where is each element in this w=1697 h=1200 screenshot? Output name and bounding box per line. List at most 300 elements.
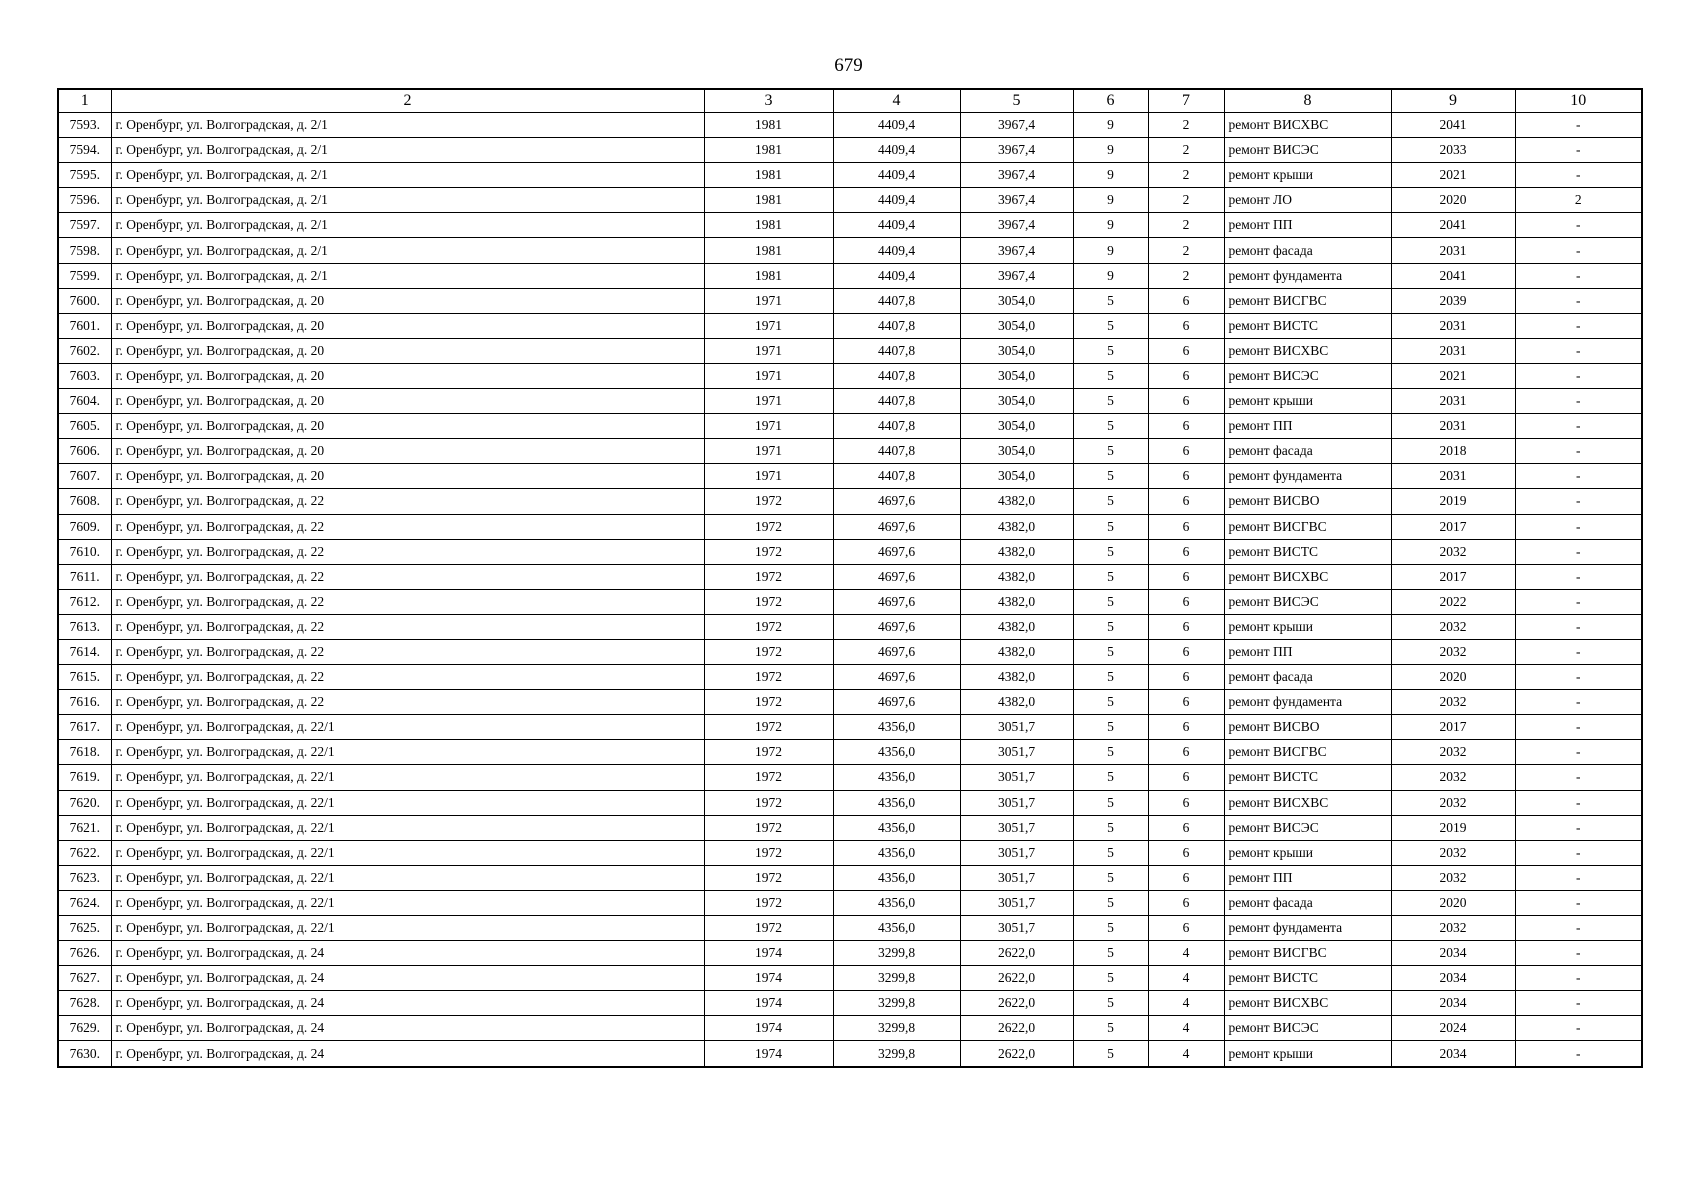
address-cell: г. Оренбург, ул. Волгоградская, д. 22 xyxy=(111,589,704,614)
note-cell: - xyxy=(1515,389,1642,414)
work-type-cell: ремонт ПП xyxy=(1224,639,1391,664)
entrances-cell: 2 xyxy=(1148,263,1224,288)
total-area-cell: 4409,4 xyxy=(833,238,960,263)
floors-cell: 5 xyxy=(1073,1016,1148,1041)
address-cell: г. Оренбург, ул. Волгоградская, д. 24 xyxy=(111,1016,704,1041)
living-area-cell: 3054,0 xyxy=(960,414,1073,439)
living-area-cell: 3054,0 xyxy=(960,288,1073,313)
year-cell: 1972 xyxy=(704,489,833,514)
row-number-cell: 7620. xyxy=(58,790,111,815)
note-cell: - xyxy=(1515,539,1642,564)
table-row xyxy=(58,213,1642,238)
address-cell: г. Оренбург, ул. Волгоградская, д. 20 xyxy=(111,363,704,388)
column-header: 4 xyxy=(833,89,960,113)
floors-cell: 5 xyxy=(1073,941,1148,966)
plan-year-cell: 2022 xyxy=(1391,589,1515,614)
table-row xyxy=(58,338,1642,363)
living-area-cell: 3967,4 xyxy=(960,163,1073,188)
table-header-row xyxy=(58,89,1642,113)
row-number-cell: 7615. xyxy=(58,665,111,690)
plan-year-cell: 2032 xyxy=(1391,840,1515,865)
total-area-cell: 4697,6 xyxy=(833,539,960,564)
living-area-cell: 3967,4 xyxy=(960,213,1073,238)
table-row xyxy=(58,840,1642,865)
total-area-cell: 3299,8 xyxy=(833,941,960,966)
column-header: 7 xyxy=(1148,89,1224,113)
total-area-cell: 4356,0 xyxy=(833,840,960,865)
total-area-cell: 3299,8 xyxy=(833,1016,960,1041)
address-cell: г. Оренбург, ул. Волгоградская, д. 24 xyxy=(111,966,704,991)
row-number-cell: 7629. xyxy=(58,1016,111,1041)
entrances-cell: 4 xyxy=(1148,966,1224,991)
year-cell: 1971 xyxy=(704,414,833,439)
living-area-cell: 3054,0 xyxy=(960,439,1073,464)
total-area-cell: 4407,8 xyxy=(833,363,960,388)
living-area-cell: 2622,0 xyxy=(960,1041,1073,1067)
plan-year-cell: 2017 xyxy=(1391,514,1515,539)
note-cell: - xyxy=(1515,238,1642,263)
living-area-cell: 4382,0 xyxy=(960,639,1073,664)
table-row xyxy=(58,313,1642,338)
floors-cell: 5 xyxy=(1073,690,1148,715)
entrances-cell: 6 xyxy=(1148,338,1224,363)
year-cell: 1972 xyxy=(704,765,833,790)
living-area-cell: 3051,7 xyxy=(960,890,1073,915)
table-row xyxy=(58,489,1642,514)
living-area-cell: 3051,7 xyxy=(960,765,1073,790)
entrances-cell: 6 xyxy=(1148,363,1224,388)
floors-cell: 5 xyxy=(1073,916,1148,941)
note-cell: - xyxy=(1515,941,1642,966)
plan-year-cell: 2041 xyxy=(1391,113,1515,138)
plan-year-cell: 2021 xyxy=(1391,363,1515,388)
note-cell: - xyxy=(1515,966,1642,991)
total-area-cell: 4356,0 xyxy=(833,865,960,890)
entrances-cell: 6 xyxy=(1148,288,1224,313)
plan-year-cell: 2031 xyxy=(1391,414,1515,439)
total-area-cell: 4356,0 xyxy=(833,916,960,941)
total-area-cell: 4407,8 xyxy=(833,439,960,464)
address-cell: г. Оренбург, ул. Волгоградская, д. 2/1 xyxy=(111,113,704,138)
address-cell: г. Оренбург, ул. Волгоградская, д. 24 xyxy=(111,991,704,1016)
address-cell: г. Оренбург, ул. Волгоградская, д. 22/1 xyxy=(111,865,704,890)
year-cell: 1971 xyxy=(704,363,833,388)
year-cell: 1972 xyxy=(704,690,833,715)
work-type-cell: ремонт ВИСХВС xyxy=(1224,113,1391,138)
plan-year-cell: 2041 xyxy=(1391,213,1515,238)
work-type-cell: ремонт ВИСТС xyxy=(1224,539,1391,564)
work-type-cell: ремонт ВИСХВС xyxy=(1224,564,1391,589)
plan-year-cell: 2032 xyxy=(1391,790,1515,815)
address-cell: г. Оренбург, ул. Волгоградская, д. 2/1 xyxy=(111,188,704,213)
plan-year-cell: 2020 xyxy=(1391,188,1515,213)
column-header: 6 xyxy=(1073,89,1148,113)
living-area-cell: 4382,0 xyxy=(960,539,1073,564)
row-number-cell: 7612. xyxy=(58,589,111,614)
note-cell: - xyxy=(1515,1041,1642,1067)
living-area-cell: 3967,4 xyxy=(960,263,1073,288)
living-area-cell: 3967,4 xyxy=(960,138,1073,163)
row-number-cell: 7611. xyxy=(58,564,111,589)
living-area-cell: 3054,0 xyxy=(960,363,1073,388)
total-area-cell: 3299,8 xyxy=(833,966,960,991)
work-type-cell: ремонт ПП xyxy=(1224,865,1391,890)
plan-year-cell: 2032 xyxy=(1391,690,1515,715)
column-header: 8 xyxy=(1224,89,1391,113)
note-cell: - xyxy=(1515,439,1642,464)
table-row xyxy=(58,464,1642,489)
entrances-cell: 6 xyxy=(1148,765,1224,790)
row-number-cell: 7619. xyxy=(58,765,111,790)
table-row xyxy=(58,288,1642,313)
note-cell: - xyxy=(1515,288,1642,313)
total-area-cell: 4409,4 xyxy=(833,138,960,163)
table-row xyxy=(58,815,1642,840)
plan-year-cell: 2019 xyxy=(1391,815,1515,840)
floors-cell: 9 xyxy=(1073,138,1148,163)
entrances-cell: 6 xyxy=(1148,815,1224,840)
table-row xyxy=(58,539,1642,564)
total-area-cell: 4407,8 xyxy=(833,313,960,338)
row-number-cell: 7618. xyxy=(58,740,111,765)
floors-cell: 5 xyxy=(1073,389,1148,414)
year-cell: 1972 xyxy=(704,614,833,639)
address-cell: г. Оренбург, ул. Волгоградская, д. 20 xyxy=(111,439,704,464)
work-type-cell: ремонт фасада xyxy=(1224,890,1391,915)
note-cell: - xyxy=(1515,614,1642,639)
note-cell: - xyxy=(1515,916,1642,941)
floors-cell: 9 xyxy=(1073,188,1148,213)
floors-cell: 5 xyxy=(1073,589,1148,614)
table-row xyxy=(58,263,1642,288)
living-area-cell: 3054,0 xyxy=(960,313,1073,338)
total-area-cell: 4356,0 xyxy=(833,815,960,840)
table-row xyxy=(58,439,1642,464)
floors-cell: 5 xyxy=(1073,790,1148,815)
entrances-cell: 6 xyxy=(1148,564,1224,589)
note-cell: - xyxy=(1515,514,1642,539)
entrances-cell: 6 xyxy=(1148,690,1224,715)
note-cell: - xyxy=(1515,163,1642,188)
work-type-cell: ремонт ВИСЭС xyxy=(1224,815,1391,840)
work-type-cell: ремонт ПП xyxy=(1224,213,1391,238)
note-cell: - xyxy=(1515,890,1642,915)
entrances-cell: 6 xyxy=(1148,916,1224,941)
year-cell: 1972 xyxy=(704,514,833,539)
year-cell: 1981 xyxy=(704,213,833,238)
row-number-cell: 7609. xyxy=(58,514,111,539)
entrances-cell: 6 xyxy=(1148,439,1224,464)
year-cell: 1972 xyxy=(704,665,833,690)
work-type-cell: ремонт ВИСХВС xyxy=(1224,991,1391,1016)
work-type-cell: ремонт ВИСХВС xyxy=(1224,338,1391,363)
address-cell: г. Оренбург, ул. Волгоградская, д. 2/1 xyxy=(111,238,704,263)
total-area-cell: 4409,4 xyxy=(833,113,960,138)
row-number-cell: 7617. xyxy=(58,715,111,740)
address-cell: г. Оренбург, ул. Волгоградская, д. 20 xyxy=(111,464,704,489)
year-cell: 1974 xyxy=(704,966,833,991)
row-number-cell: 7622. xyxy=(58,840,111,865)
year-cell: 1972 xyxy=(704,639,833,664)
total-area-cell: 3299,8 xyxy=(833,1041,960,1067)
table-row xyxy=(58,865,1642,890)
row-number-cell: 7623. xyxy=(58,865,111,890)
address-cell: г. Оренбург, ул. Волгоградская, д. 22 xyxy=(111,665,704,690)
year-cell: 1972 xyxy=(704,740,833,765)
note-cell: - xyxy=(1515,138,1642,163)
living-area-cell: 3051,7 xyxy=(960,815,1073,840)
total-area-cell: 4407,8 xyxy=(833,288,960,313)
year-cell: 1981 xyxy=(704,113,833,138)
entrances-cell: 2 xyxy=(1148,213,1224,238)
plan-year-cell: 2034 xyxy=(1391,1041,1515,1067)
plan-year-cell: 2031 xyxy=(1391,238,1515,263)
floors-cell: 5 xyxy=(1073,489,1148,514)
entrances-cell: 6 xyxy=(1148,489,1224,514)
floors-cell: 5 xyxy=(1073,639,1148,664)
total-area-cell: 4409,4 xyxy=(833,263,960,288)
row-number-cell: 7616. xyxy=(58,690,111,715)
total-area-cell: 4407,8 xyxy=(833,389,960,414)
year-cell: 1974 xyxy=(704,1041,833,1067)
note-cell: - xyxy=(1515,715,1642,740)
living-area-cell: 2622,0 xyxy=(960,966,1073,991)
living-area-cell: 3967,4 xyxy=(960,188,1073,213)
address-cell: г. Оренбург, ул. Волгоградская, д. 20 xyxy=(111,288,704,313)
column-header: 10 xyxy=(1515,89,1642,113)
row-number-cell: 7604. xyxy=(58,389,111,414)
entrances-cell: 6 xyxy=(1148,790,1224,815)
living-area-cell: 3051,7 xyxy=(960,715,1073,740)
year-cell: 1972 xyxy=(704,589,833,614)
floors-cell: 5 xyxy=(1073,966,1148,991)
year-cell: 1974 xyxy=(704,941,833,966)
work-type-cell: ремонт ВИСЭС xyxy=(1224,589,1391,614)
work-type-cell: ремонт крыши xyxy=(1224,614,1391,639)
entrances-cell: 6 xyxy=(1148,313,1224,338)
entrances-cell: 2 xyxy=(1148,188,1224,213)
year-cell: 1971 xyxy=(704,464,833,489)
address-cell: г. Оренбург, ул. Волгоградская, д. 22/1 xyxy=(111,815,704,840)
total-area-cell: 4356,0 xyxy=(833,790,960,815)
row-number-cell: 7610. xyxy=(58,539,111,564)
total-area-cell: 4697,6 xyxy=(833,489,960,514)
total-area-cell: 4697,6 xyxy=(833,514,960,539)
address-cell: г. Оренбург, ул. Волгоградская, д. 22 xyxy=(111,514,704,539)
work-type-cell: ремонт ВИСХВС xyxy=(1224,790,1391,815)
work-type-cell: ремонт фундамента xyxy=(1224,690,1391,715)
total-area-cell: 4697,6 xyxy=(833,589,960,614)
floors-cell: 5 xyxy=(1073,715,1148,740)
row-number-cell: 7601. xyxy=(58,313,111,338)
year-cell: 1971 xyxy=(704,439,833,464)
plan-year-cell: 2031 xyxy=(1391,464,1515,489)
year-cell: 1974 xyxy=(704,1016,833,1041)
floors-cell: 5 xyxy=(1073,840,1148,865)
total-area-cell: 4356,0 xyxy=(833,740,960,765)
table-row xyxy=(58,890,1642,915)
total-area-cell: 4407,8 xyxy=(833,414,960,439)
living-area-cell: 4382,0 xyxy=(960,514,1073,539)
total-area-cell: 4697,6 xyxy=(833,614,960,639)
note-cell: - xyxy=(1515,815,1642,840)
address-cell: г. Оренбург, ул. Волгоградская, д. 24 xyxy=(111,941,704,966)
row-number-cell: 7597. xyxy=(58,213,111,238)
work-type-cell: ремонт ЛО xyxy=(1224,188,1391,213)
table-row xyxy=(58,715,1642,740)
plan-year-cell: 2020 xyxy=(1391,665,1515,690)
address-cell: г. Оренбург, ул. Волгоградская, д. 22 xyxy=(111,539,704,564)
address-cell: г. Оренбург, ул. Волгоградская, д. 24 xyxy=(111,1041,704,1067)
row-number-cell: 7602. xyxy=(58,338,111,363)
entrances-cell: 6 xyxy=(1148,890,1224,915)
entrances-cell: 6 xyxy=(1148,740,1224,765)
note-cell: - xyxy=(1515,489,1642,514)
work-type-cell: ремонт ВИСВО xyxy=(1224,489,1391,514)
row-number-cell: 7608. xyxy=(58,489,111,514)
row-number-cell: 7596. xyxy=(58,188,111,213)
year-cell: 1981 xyxy=(704,138,833,163)
total-area-cell: 4697,6 xyxy=(833,564,960,589)
living-area-cell: 2622,0 xyxy=(960,941,1073,966)
table-row xyxy=(58,589,1642,614)
living-area-cell: 4382,0 xyxy=(960,690,1073,715)
plan-year-cell: 2034 xyxy=(1391,991,1515,1016)
work-type-cell: ремонт ВИСЭС xyxy=(1224,1016,1391,1041)
floors-cell: 9 xyxy=(1073,238,1148,263)
year-cell: 1974 xyxy=(704,991,833,1016)
table-row xyxy=(58,639,1642,664)
floors-cell: 5 xyxy=(1073,414,1148,439)
table-row xyxy=(58,614,1642,639)
table-row xyxy=(58,941,1642,966)
year-cell: 1971 xyxy=(704,313,833,338)
work-type-cell: ремонт фундамента xyxy=(1224,916,1391,941)
address-cell: г. Оренбург, ул. Волгоградская, д. 22/1 xyxy=(111,765,704,790)
floors-cell: 5 xyxy=(1073,865,1148,890)
living-area-cell: 3054,0 xyxy=(960,464,1073,489)
table-row xyxy=(58,514,1642,539)
entrances-cell: 6 xyxy=(1148,389,1224,414)
living-area-cell: 3051,7 xyxy=(960,790,1073,815)
address-cell: г. Оренбург, ул. Волгоградская, д. 20 xyxy=(111,389,704,414)
living-area-cell: 2622,0 xyxy=(960,1016,1073,1041)
work-type-cell: ремонт ВИСВО xyxy=(1224,715,1391,740)
floors-cell: 5 xyxy=(1073,564,1148,589)
note-cell: - xyxy=(1515,313,1642,338)
total-area-cell: 4409,4 xyxy=(833,188,960,213)
table-row xyxy=(58,1016,1642,1041)
note-cell: - xyxy=(1515,865,1642,890)
year-cell: 1972 xyxy=(704,840,833,865)
plan-year-cell: 2032 xyxy=(1391,639,1515,664)
floors-cell: 5 xyxy=(1073,765,1148,790)
floors-cell: 5 xyxy=(1073,665,1148,690)
year-cell: 1981 xyxy=(704,188,833,213)
work-type-cell: ремонт крыши xyxy=(1224,163,1391,188)
table-row xyxy=(58,690,1642,715)
floors-cell: 5 xyxy=(1073,740,1148,765)
work-type-cell: ремонт крыши xyxy=(1224,389,1391,414)
row-number-cell: 7594. xyxy=(58,138,111,163)
work-type-cell: ремонт крыши xyxy=(1224,1041,1391,1067)
plan-year-cell: 2039 xyxy=(1391,288,1515,313)
floors-cell: 5 xyxy=(1073,313,1148,338)
year-cell: 1972 xyxy=(704,865,833,890)
row-number-cell: 7603. xyxy=(58,363,111,388)
living-area-cell: 3054,0 xyxy=(960,338,1073,363)
column-header: 1 xyxy=(58,89,111,113)
plan-year-cell: 2032 xyxy=(1391,539,1515,564)
table-row xyxy=(58,765,1642,790)
note-cell: - xyxy=(1515,213,1642,238)
floors-cell: 9 xyxy=(1073,113,1148,138)
work-type-cell: ремонт ПП xyxy=(1224,414,1391,439)
address-cell: г. Оренбург, ул. Волгоградская, д. 20 xyxy=(111,313,704,338)
row-number-cell: 7614. xyxy=(58,639,111,664)
total-area-cell: 4409,4 xyxy=(833,213,960,238)
address-cell: г. Оренбург, ул. Волгоградская, д. 22 xyxy=(111,614,704,639)
total-area-cell: 3299,8 xyxy=(833,991,960,1016)
living-area-cell: 4382,0 xyxy=(960,564,1073,589)
year-cell: 1972 xyxy=(704,564,833,589)
plan-year-cell: 2032 xyxy=(1391,740,1515,765)
total-area-cell: 4697,6 xyxy=(833,665,960,690)
address-cell: г. Оренбург, ул. Волгоградская, д. 22 xyxy=(111,639,704,664)
floors-cell: 5 xyxy=(1073,815,1148,840)
row-number-cell: 7593. xyxy=(58,113,111,138)
year-cell: 1972 xyxy=(704,916,833,941)
plan-year-cell: 2024 xyxy=(1391,1016,1515,1041)
address-cell: г. Оренбург, ул. Волгоградская, д. 22 xyxy=(111,564,704,589)
work-type-cell: ремонт фундамента xyxy=(1224,464,1391,489)
entrances-cell: 6 xyxy=(1148,639,1224,664)
note-cell: - xyxy=(1515,790,1642,815)
row-number-cell: 7625. xyxy=(58,916,111,941)
plan-year-cell: 2021 xyxy=(1391,163,1515,188)
living-area-cell: 3051,7 xyxy=(960,740,1073,765)
entrances-cell: 6 xyxy=(1148,414,1224,439)
table-row xyxy=(58,188,1642,213)
address-cell: г. Оренбург, ул. Волгоградская, д. 20 xyxy=(111,338,704,363)
row-number-cell: 7606. xyxy=(58,439,111,464)
entrances-cell: 6 xyxy=(1148,865,1224,890)
table-row xyxy=(58,991,1642,1016)
year-cell: 1972 xyxy=(704,890,833,915)
note-cell: - xyxy=(1515,464,1642,489)
floors-cell: 5 xyxy=(1073,363,1148,388)
address-cell: г. Оренбург, ул. Волгоградская, д. 22/1 xyxy=(111,790,704,815)
year-cell: 1971 xyxy=(704,389,833,414)
note-cell: - xyxy=(1515,1016,1642,1041)
note-cell: - xyxy=(1515,113,1642,138)
plan-year-cell: 2031 xyxy=(1391,389,1515,414)
work-type-cell: ремонт ВИСГВС xyxy=(1224,740,1391,765)
living-area-cell: 3051,7 xyxy=(960,840,1073,865)
work-type-cell: ремонт фасада xyxy=(1224,238,1391,263)
floors-cell: 5 xyxy=(1073,338,1148,363)
table-row xyxy=(58,238,1642,263)
floors-cell: 5 xyxy=(1073,890,1148,915)
plan-year-cell: 2020 xyxy=(1391,890,1515,915)
row-number-cell: 7627. xyxy=(58,966,111,991)
table-row xyxy=(58,740,1642,765)
row-number-cell: 7628. xyxy=(58,991,111,1016)
plan-year-cell: 2032 xyxy=(1391,614,1515,639)
plan-year-cell: 2032 xyxy=(1391,865,1515,890)
address-cell: г. Оренбург, ул. Волгоградская, д. 22/1 xyxy=(111,840,704,865)
row-number-cell: 7626. xyxy=(58,941,111,966)
